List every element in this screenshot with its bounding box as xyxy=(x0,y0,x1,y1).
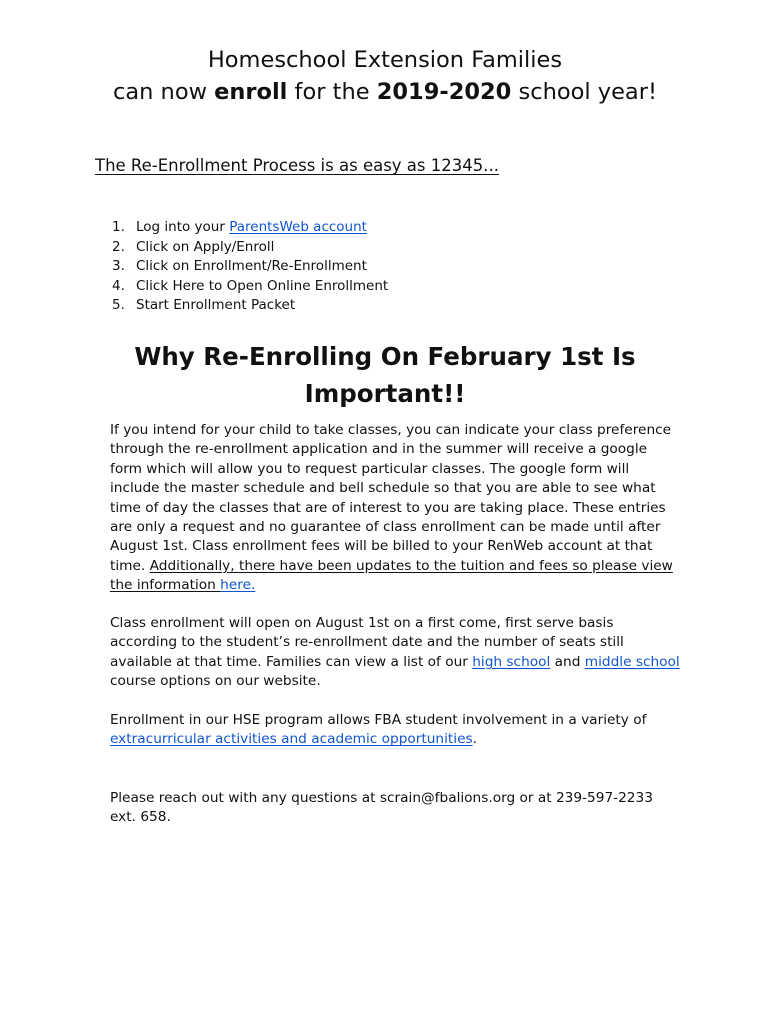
steps-list xyxy=(112,218,388,316)
tuition-update-note: Additionally, there have been updates to the tuition and fees so please view the information xyxy=(110,557,673,594)
step-text: Click on Apply/Enroll xyxy=(136,238,275,255)
step-number: 3. xyxy=(112,258,125,274)
process-heading: The Re-Enrollment Process is as easy as 12345... xyxy=(95,156,499,175)
step-item xyxy=(112,218,388,238)
paragraph-text: . xyxy=(472,731,477,748)
step-item xyxy=(112,277,388,297)
title-bold-enroll: enroll xyxy=(214,79,288,105)
title-bold-year: 2019-2020 xyxy=(376,79,512,105)
tuition-info-link[interactable]: here. xyxy=(220,577,256,594)
middle-school-link[interactable]: middle school xyxy=(584,653,680,670)
step-item xyxy=(112,257,388,277)
why-heading xyxy=(0,338,770,412)
step-text: Click Here to Open Online Enrollment xyxy=(136,277,389,294)
step-number: 2. xyxy=(112,238,125,255)
paragraph-class-preference xyxy=(110,421,680,596)
paragraph-text: Class enrollment will open on August 1st on a first come, first serve basis according to the student’s re-enrollment date and the number of seats still available at that time. Families can view a list of our xyxy=(110,615,624,670)
paragraph-text: Enrollment in our HSE program allows FBA student involvement in a variety of xyxy=(110,712,647,728)
step-text: Start Enrollment Packet xyxy=(136,297,296,313)
title-text: for the xyxy=(287,79,377,105)
step-text: Click on Enrollment/Re-Enrollment xyxy=(136,258,367,274)
paragraph-text: and xyxy=(550,653,585,670)
step-item xyxy=(112,296,388,316)
step-text xyxy=(136,218,367,238)
step-number: 1. xyxy=(112,219,125,235)
page-title xyxy=(0,44,770,108)
why-heading-line-2: Important!! xyxy=(304,379,466,408)
why-heading-line-1: Why Re-Enrolling On February 1st Is xyxy=(134,342,636,371)
title-line-1: Homeschool Extension Families xyxy=(207,47,563,73)
step-text-pre: Log into your xyxy=(136,219,230,235)
paragraph-text: If you intend for your child to take classes, you can indicate your class preference through the re-enrollment application and in the summer will receive a google form which will allow you to request particular classes. The google form will include the master schedule and bell schedule so that you are able to see what time of day the classes that are of interest to you are taking place. These entries are only a request and no guarantee of class enrollment can be made until after August 1st. Class enrollment fees will be billed to your RenWeb account at that time. xyxy=(110,422,672,574)
step-item xyxy=(112,238,388,258)
title-text: can now xyxy=(112,79,215,105)
paragraph-hse-program xyxy=(110,711,680,750)
paragraph-text: course options on our website. xyxy=(110,673,321,690)
high-school-link[interactable]: high school xyxy=(472,653,551,670)
paragraph-class-enrollment xyxy=(110,614,680,692)
step-number: 5. xyxy=(112,297,125,313)
title-text: school year! xyxy=(511,79,657,105)
title-line-2 xyxy=(0,76,770,108)
parentsweb-account-link[interactable]: ParentsWeb account xyxy=(229,219,367,235)
step-number: 4. xyxy=(112,277,125,294)
extracurricular-link[interactable]: extracurricular activities and academic opportunities xyxy=(110,731,473,748)
paragraph-contact: Please reach out with any questions at scrain@fbalions.org or at 239-597-2233 ext. 658. xyxy=(110,790,653,826)
